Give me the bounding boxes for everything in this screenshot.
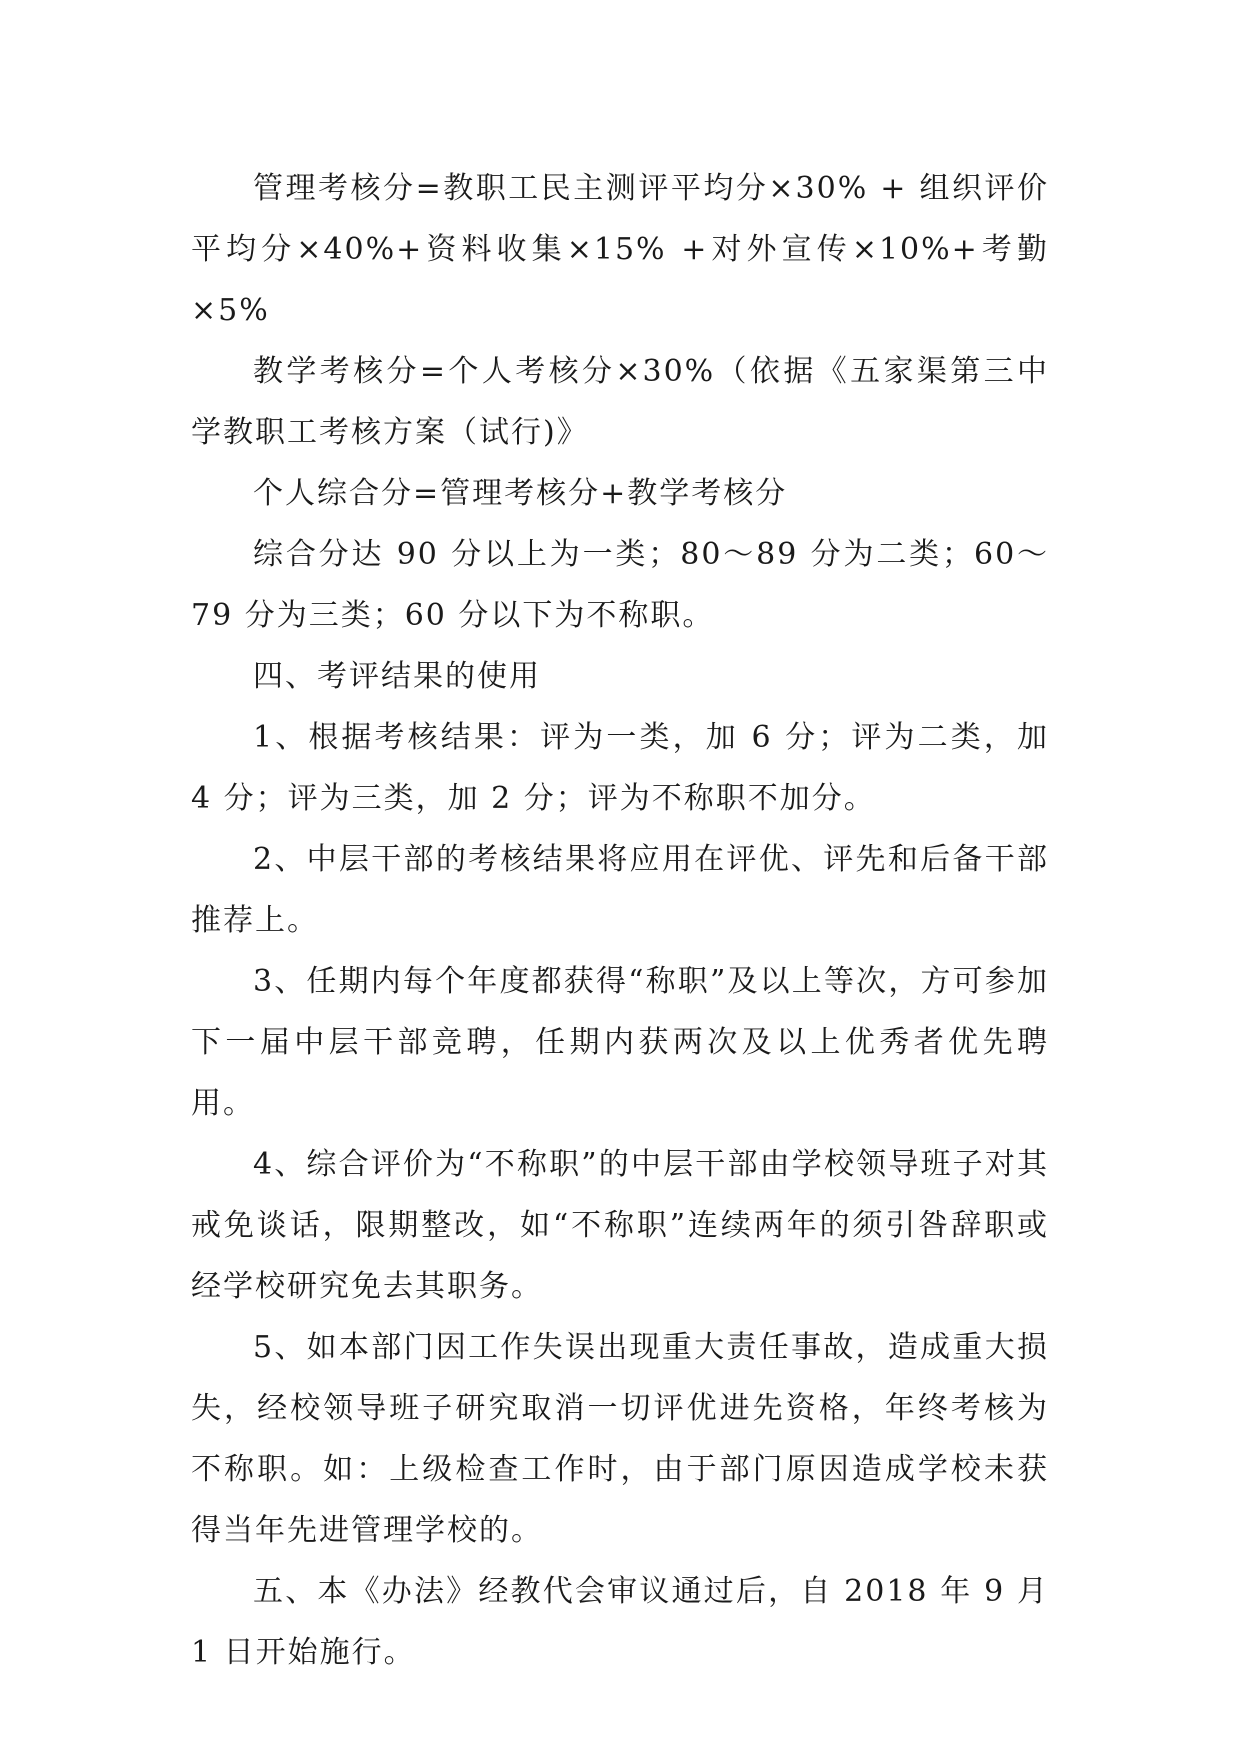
paragraph-score-categories: 综合分达 90 分以上为一类；80～89 分为二类；60～79 分为三类；60 分以下为不称职。 <box>191 537 1049 633</box>
document-page <box>191 158 1049 1683</box>
paragraph-item-5: 5、如本部门因工作失误出现重大责任事故，造成重大损失，经校领导班子研究取消一切评优进先资格，年终考核为不称职。如：上级检查工作时，由于部门原因造成学校未获得当年先进管理学校的。 <box>191 1330 1049 1548</box>
paragraph-total-score-formula: 个人综合分=管理考核分+教学考核分 <box>253 476 788 511</box>
paragraph-teaching-score-formula: 教学考核分=个人考核分×30%（依据《五家渠第三中学教职工考核方案（试行)》 <box>191 354 1049 450</box>
paragraph-item-2: 2、中层干部的考核结果将应用在评优、评先和后备干部推荐上。 <box>191 842 1049 938</box>
paragraph-item-3: 3、任期内每个年度都获得“称职”及以上等次，方可参加下一届中层干部竞聘，任期内获两次及以上优秀者优先聘用。 <box>191 964 1049 1121</box>
paragraph-effective-date: 五、本《办法》经教代会审议通过后，自 2018 年 9 月 1 日开始施行。 <box>191 1574 1049 1670</box>
paragraph-management-score-formula: 管理考核分=教职工民主测评平均分×30% + 组织评价平均分×40%+资料收集×15% +对外宣传×10%+考勤×5% <box>191 171 1049 328</box>
section-heading-result-usage: 四、考评结果的使用 <box>253 659 541 694</box>
paragraph-item-4: 4、综合评价为“不称职”的中层干部由学校领导班子对其戒免谈话，限期整改，如“不称职”连续两年的须引咎辞职或经学校研究免去其职务。 <box>191 1147 1049 1304</box>
paragraph-item-1: 1、根据考核结果：评为一类，加 6 分；评为二类，加 4 分；评为三类，加 2 分；评为不称职不加分。 <box>191 720 1049 816</box>
